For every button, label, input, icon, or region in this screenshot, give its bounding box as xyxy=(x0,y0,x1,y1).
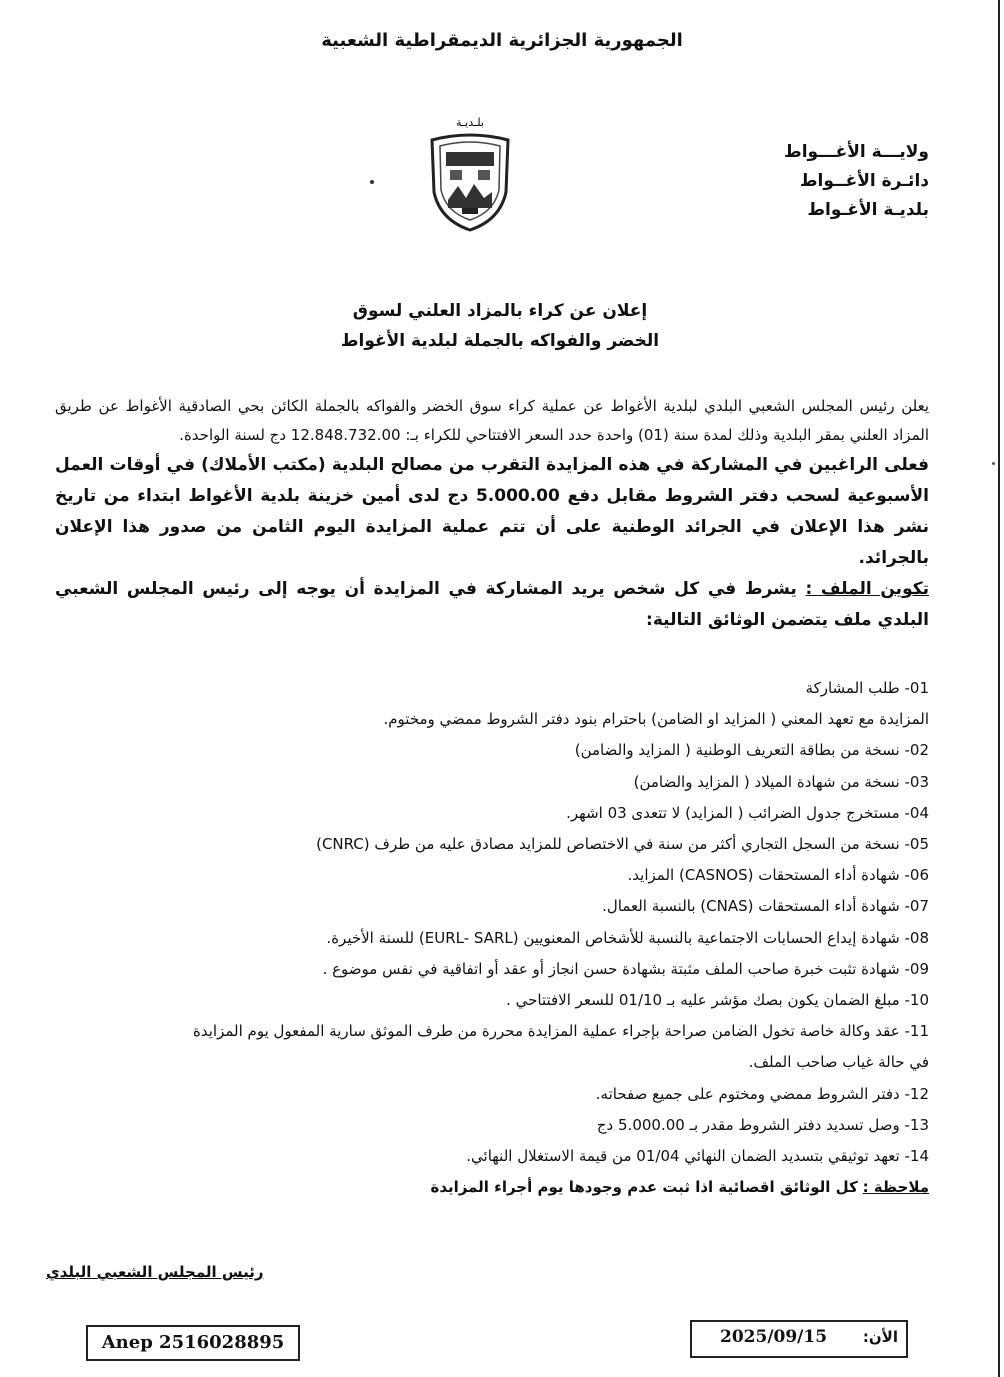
dossier-paragraph xyxy=(55,574,929,636)
publication-date-box xyxy=(690,1320,908,1358)
admin-line-commune: بلديـة الأغـواط xyxy=(807,200,929,220)
list-item: 04- مستخرج جدول الضرائب ( المزايد) لا تتعدى 03 اشهر. xyxy=(566,803,929,822)
note-label: ملاحظة : xyxy=(862,1178,929,1197)
list-item: 14- تعهد توثيقي بتسديد الضمان النهائي 01/04 من قيمة الاستغلال النهائي. xyxy=(466,1147,929,1166)
paragraph-intro: يعلن رئيس المجلس الشعبي البلدي لبلدية الأغواط عن عملية كراء سوق الخضر والفواكه بالجملة الكائن بحي الصادقية الأغواط عن طريق المزاد العلني بمقر البلدية وذلك لمدة سنة (01) واحدة حدد السعر الافتتاحي للكراء بـ: 12.848.732.00 دج لسنة الواحدة. xyxy=(55,397,929,444)
list-item: 13- وصل تسديد دفتر الشروط مقدر بـ 5.000.00 دج xyxy=(596,1115,929,1134)
list-item: 12- دفتر الشروط ممضي ومختوم على جميع صفحاته. xyxy=(595,1084,929,1103)
list-item: 07- شهادة أداء المستحقات (CNAS) بالنسبة العمال. xyxy=(602,897,929,916)
seal-text: بلـديـة xyxy=(456,116,484,129)
municipal-seal-emblem xyxy=(420,112,520,237)
admin-line-wilaya: ولايـــة الأغـــواط xyxy=(784,142,929,162)
note-line xyxy=(55,1172,929,1203)
required-documents-list xyxy=(55,673,929,1203)
dossier-text: يشرط في كل شخص يريد المشاركة في المزايدة أن يوجه إلى رئيس المجلس الشعبي البلدي ملف يتضمن الوثائق التالية: xyxy=(55,579,929,630)
list-item: 05- نسخة من السجل التجاري أكثر من سنة في الاختصاص للمزايد مصادق عليه من طرف (CNRC) xyxy=(316,835,929,854)
list-item: 11- عقد وكالة خاصة تخول الضامن صراحة بإجراء عملية المزايدة محررة من طرف الموثق سارية المفعول يوم المزايدة xyxy=(193,1022,929,1041)
list-item: 10- مبلغ الضمان يكون بصك مؤشر عليه بـ 01/10 للسعر الافتتاحي . xyxy=(506,991,929,1010)
anep-reference-box: Anep 2516028895 xyxy=(86,1325,300,1361)
dossier-label: تكوين الملف : xyxy=(805,579,929,599)
publication-date: 2025/09/15 xyxy=(720,1327,828,1347)
announcement-title xyxy=(250,296,750,356)
date-label: الأن: xyxy=(862,1328,898,1346)
list-item: 06- شهادة أداء المستحقات (CASNOS) المزايد. xyxy=(627,866,929,885)
list-item: 02- نسخة من بطاقة التعريف الوطنية ( المزايد والضامن) xyxy=(574,741,929,760)
page-edge-line xyxy=(998,0,1000,1377)
admin-line-daira: دائـرة الأغــواط xyxy=(799,171,929,191)
admin-header-block xyxy=(669,138,929,225)
republic-heading: الجمهورية الجزائرية الديمقراطية الشعبية xyxy=(321,30,683,51)
note-text: كل الوثائق اقصائية اذا ثبت عدم وجودها يوم أجراء المزايدة xyxy=(430,1178,858,1197)
paragraph-participation: فعلى الراغبين في المشاركة في هذه المزايدة التقرب من مصالح البلدية (مكتب الأملاك) في أوقات العمل الأسبوعية لسحب دفتر الشروط مقابل دفع 5.000.00 دج لدى أمين خزينة بلدية الأغواط ابتداء من تاريخ نشر هذا الإعلان في الجرائد الوطنية على أن تتم عملية المزايدة اليوم الثامن من صدور هذا الإعلان بالجرائد. xyxy=(55,455,929,568)
list-item: في حالة غياب صاحب الملف. xyxy=(748,1053,929,1072)
scan-dot xyxy=(370,180,374,184)
signature-title: رئيس المجلس الشعبي البلدي xyxy=(46,1263,264,1281)
announcement-title-line-1: إعلان عن كراء بالمزاد العلني لسوق xyxy=(352,301,648,321)
list-item: 03- نسخة من شهادة الميلاد ( المزايد والضامن) xyxy=(633,772,929,791)
list-item: 01- طلب المشاركة xyxy=(805,679,929,697)
scan-speck xyxy=(992,462,995,465)
list-item: المزايدة مع تعهد المعني ( المزايد او الضامن) باحترام بنود دفتر الشروط ممضي ومختوم. xyxy=(383,710,929,729)
list-item: 08- شهادة إيداع الحسابات الاجتماعية بالنسبة للأشخاص المعنويين (EURL- SARL) للسنة الأخيرة. xyxy=(326,928,929,947)
announcement-title-line-2: الخضر والفواكه بالجملة لبلدية الأغواط xyxy=(340,331,660,351)
list-item: 09- شهادة تثبت خبرة صاحب الملف مثبتة بشهادة حسن انجاز أو عقد أو اتفاقية في نفس موضوع . xyxy=(322,959,929,978)
announcement-body xyxy=(55,392,929,636)
